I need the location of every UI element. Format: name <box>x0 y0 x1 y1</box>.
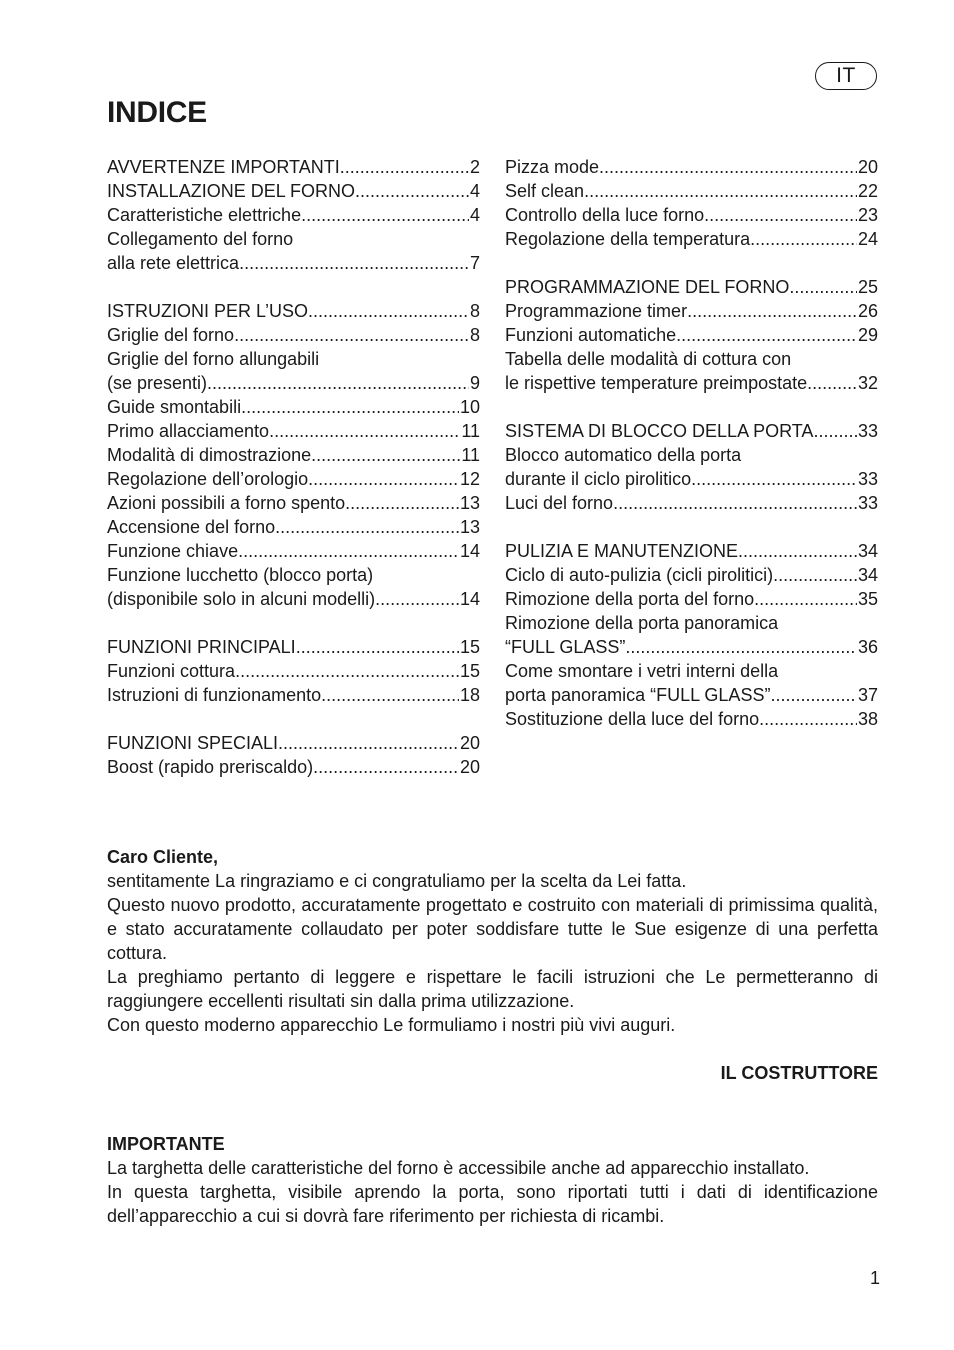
toc-entry <box>505 707 878 731</box>
toc-entry <box>505 179 878 203</box>
toc-entry <box>505 275 878 299</box>
toc-entry-title: porta panoramica “FULL GLASS” <box>505 685 771 705</box>
toc-entry-title: AVVERTENZE IMPORTANTI <box>107 157 340 177</box>
toc-entry-title: (se presenti) <box>107 373 208 393</box>
toc-entry <box>107 539 480 563</box>
toc-entry-title: Griglie del forno allungabili <box>107 349 320 369</box>
letter-paragraph: La preghiamo pertanto di leggere e rispettare le facili istruzioni che Le permetteranno di raggiungere eccellenti risultati sin dalla prima utilizzazione. <box>107 967 878 1011</box>
letter-paragraph: sentitamente La ringraziamo e ci congratuliamo per la scelta da Lei fatta. <box>107 871 687 891</box>
toc-dot-leader <box>355 179 469 203</box>
toc-entry-continued <box>505 443 878 467</box>
toc-page-number: 13 <box>459 493 480 513</box>
toc-entry-title: Funzione lucchetto (blocco porta) <box>107 565 374 585</box>
toc-page-number: 4 <box>469 181 480 201</box>
toc-page-number: 13 <box>459 517 480 537</box>
letter-paragraph: Questo nuovo prodotto, accuratamente progettato e costruito con materiali di primissima qualità, e stato accuratamente collaudato per poter soddisfare tutte le Sue esigenze di una perfetta cottura. <box>107 895 878 963</box>
toc-entry-title: ISTRUZIONI PER L’USO <box>107 301 309 321</box>
toc-page-number: 23 <box>857 205 878 225</box>
page-title: INDICE <box>107 96 207 129</box>
toc-page-number: 14 <box>459 541 480 561</box>
toc-entry <box>107 371 480 395</box>
toc-entry <box>505 587 878 611</box>
toc-entry-continued <box>505 659 878 683</box>
toc-dot-leader <box>750 227 857 251</box>
letter-signature: IL COSTRUTTORE <box>720 1063 878 1083</box>
toc-dot-leader <box>687 299 857 323</box>
toc-dot-leader <box>676 323 857 347</box>
language-badge: IT <box>815 62 877 90</box>
toc-dot-leader <box>807 371 857 395</box>
toc-dot-leader <box>308 467 459 491</box>
toc-entry <box>107 443 480 467</box>
toc-entry-title: INSTALLAZIONE DEL FORNO <box>107 181 356 201</box>
toc-entry <box>107 299 480 323</box>
toc-dot-leader <box>813 419 857 443</box>
toc-entry-title: Pizza mode <box>505 157 600 177</box>
toc-dot-leader <box>269 419 460 443</box>
toc-page-number: 20 <box>857 157 878 177</box>
toc-entry-title: le rispettive temperature preimpostate <box>505 373 808 393</box>
important-paragraph: In questa targhetta, visibile aprendo la porta, sono riportati tutti i dati di identificazione dell’apparecchio a cui si dovrà fare riferimento per richiesta di ricambi. <box>107 1182 878 1226</box>
toc-entry-title: Come smontare i vetri interni della <box>505 661 779 681</box>
toc-entry-title: Regolazione della temperatura <box>505 229 751 249</box>
toc-entry-title: Modalità di dimostrazione <box>107 445 312 465</box>
toc-page-number: 36 <box>857 637 878 657</box>
toc-entry-title: Rimozione della porta del forno <box>505 589 755 609</box>
toc-page-number: 20 <box>459 733 480 753</box>
toc-entry <box>505 419 878 443</box>
toc-entry-title: “FULL GLASS” <box>505 637 626 657</box>
toc-entry <box>505 299 878 323</box>
toc-entry-title: PROGRAMMAZIONE DEL FORNO <box>505 277 790 297</box>
toc-dot-leader <box>599 155 857 179</box>
toc-dot-leader <box>704 203 857 227</box>
toc-dot-leader <box>345 491 459 515</box>
toc-entry-title: Accensione del forno <box>107 517 276 537</box>
toc-entry <box>505 155 878 179</box>
toc-entry <box>505 371 878 395</box>
toc-dot-leader <box>613 491 857 515</box>
toc-dot-leader <box>234 323 469 347</box>
toc-dot-leader <box>770 683 857 707</box>
toc-page-number: 15 <box>459 661 480 681</box>
toc-entry-continued <box>107 563 480 587</box>
toc-entry-continued <box>107 347 480 371</box>
toc-entry-title: Funzioni cottura <box>107 661 236 681</box>
toc-entry-title: Self clean <box>505 181 585 201</box>
toc-entry <box>505 227 878 251</box>
toc-dot-leader <box>207 371 469 395</box>
toc-page-number: 11 <box>461 445 480 465</box>
toc-page-number: 4 <box>469 205 480 225</box>
letter-greeting: Caro Cliente, <box>107 847 219 867</box>
toc-entry <box>505 203 878 227</box>
toc-dot-leader <box>321 683 459 707</box>
toc-entry-title: Primo allacciamento <box>107 421 270 441</box>
toc-dot-leader <box>239 251 469 275</box>
toc-page-number: 11 <box>461 421 480 441</box>
toc-page-number: 34 <box>857 541 878 561</box>
toc-entry <box>107 395 480 419</box>
toc-entry-title: Azioni possibili a forno spento <box>107 493 346 513</box>
toc-page-number: 18 <box>459 685 480 705</box>
toc-page-number: 26 <box>857 301 878 321</box>
toc-entry-title: Funzioni automatiche <box>505 325 677 345</box>
toc-page-number: 33 <box>857 421 878 441</box>
toc-page-number: 10 <box>459 397 480 417</box>
toc-right-column <box>505 155 878 731</box>
toc-entry <box>505 563 878 587</box>
toc-entry-title: Boost (rapido preriscaldo) <box>107 757 314 777</box>
toc-dot-leader <box>241 395 459 419</box>
toc-page-number: 33 <box>857 469 878 489</box>
toc-entry-title: Rimozione della porta panoramica <box>505 613 779 633</box>
toc-entry <box>107 467 480 491</box>
toc-entry <box>107 155 480 179</box>
toc-dot-leader <box>789 275 857 299</box>
toc-entry-continued <box>107 227 480 251</box>
toc-page-number: 25 <box>857 277 878 297</box>
letter-paragraph: Con questo moderno apparecchio Le formuliamo i nostri più vivi auguri. <box>107 1015 676 1035</box>
toc-entry-title: Funzione chiave <box>107 541 239 561</box>
toc-dot-leader <box>691 467 857 491</box>
toc-entry <box>107 179 480 203</box>
toc-dot-leader <box>375 587 459 611</box>
toc-entry <box>505 635 878 659</box>
toc-entry <box>107 203 480 227</box>
toc-page-number: 9 <box>469 373 480 393</box>
toc-entry-title: Tabella delle modalità di cottura con <box>505 349 792 369</box>
toc-page-number: 15 <box>459 637 480 657</box>
toc-entry-title: Griglie del forno <box>107 325 235 345</box>
toc-entry <box>505 467 878 491</box>
toc-page-number: 12 <box>459 469 480 489</box>
toc-page-number: 22 <box>857 181 878 201</box>
toc-entry-title: Istruzioni di funzionamento <box>107 685 322 705</box>
toc-page-number: 20 <box>459 757 480 777</box>
toc-entry <box>107 683 480 707</box>
toc-entry-title: durante il ciclo pirolitico <box>505 469 692 489</box>
toc-entry <box>505 491 878 515</box>
toc-entry-continued <box>505 347 878 371</box>
toc-page-number: 8 <box>469 301 480 321</box>
toc-entry-title: FUNZIONI SPECIALI <box>107 733 279 753</box>
toc-entry-title: Programmazione timer <box>505 301 688 321</box>
toc-entry-title: Luci del forno <box>505 493 614 513</box>
toc-dot-leader <box>296 635 459 659</box>
toc-dot-leader <box>275 515 459 539</box>
toc-entry-title: Collegamento del forno <box>107 229 294 249</box>
toc-dot-leader <box>738 539 857 563</box>
toc-entry-title: FUNZIONI PRINCIPALI <box>107 637 296 657</box>
toc-entry-title: Caratteristiche elettriche <box>107 205 302 225</box>
toc-entry-title: Guide smontabili <box>107 397 242 417</box>
toc-entry-title: (disponibile solo in alcuni modelli) <box>107 589 376 609</box>
toc-page-number: 33 <box>857 493 878 513</box>
toc-entry <box>107 323 480 347</box>
toc-entry <box>505 539 878 563</box>
toc-dot-leader <box>308 299 469 323</box>
toc-entry-title: PULIZIA E MANUTENZIONE <box>505 541 739 561</box>
toc-page-number: 24 <box>857 229 878 249</box>
toc-dot-leader <box>313 755 459 779</box>
toc-dot-leader <box>584 179 857 203</box>
toc-entry <box>107 731 480 755</box>
toc-dot-leader <box>759 707 857 731</box>
toc-dot-leader <box>340 155 469 179</box>
toc-page-number: 14 <box>459 589 480 609</box>
toc-page-number: 7 <box>469 253 480 273</box>
toc-entry <box>107 755 480 779</box>
toc-entry-title: alla rete elettrica <box>107 253 240 273</box>
toc-page-number: 34 <box>857 565 878 585</box>
toc-entry <box>505 323 878 347</box>
toc-entry <box>107 251 480 275</box>
toc-page-number: 38 <box>857 709 878 729</box>
toc-entry <box>107 515 480 539</box>
toc-entry <box>107 491 480 515</box>
page-number: 1 <box>870 1268 881 1288</box>
toc-page-number: 35 <box>857 589 878 609</box>
toc-dot-leader <box>278 731 459 755</box>
toc-entry <box>107 419 480 443</box>
toc-dot-leader <box>311 443 460 467</box>
toc-entry <box>107 587 480 611</box>
toc-dot-leader <box>238 539 459 563</box>
toc-entry-title: SISTEMA DI BLOCCO DELLA PORTA <box>505 421 814 441</box>
important-notice <box>107 1132 878 1228</box>
toc-entry <box>107 659 480 683</box>
toc-left-column <box>107 155 480 779</box>
toc-dot-leader <box>625 635 857 659</box>
toc-page-number: 8 <box>469 325 480 345</box>
toc-page-number: 2 <box>469 157 480 177</box>
customer-letter <box>107 845 878 1085</box>
toc-dot-leader <box>754 587 857 611</box>
toc-page-number: 29 <box>857 325 878 345</box>
toc-dot-leader <box>773 563 857 587</box>
toc-dot-leader <box>301 203 469 227</box>
important-heading: IMPORTANTE <box>107 1134 225 1154</box>
toc-entry <box>505 683 878 707</box>
toc-entry-continued <box>505 611 878 635</box>
toc-entry-title: Blocco automatico della porta <box>505 445 742 465</box>
toc-entry <box>107 635 480 659</box>
toc-entry-title: Regolazione dell’orologio <box>107 469 309 489</box>
toc-entry-title: Ciclo di auto-pulizia (cicli pirolitici) <box>505 565 774 585</box>
toc-dot-leader <box>235 659 459 683</box>
important-paragraph: La targhetta delle caratteristiche del forno è accessibile anche ad apparecchio installato. <box>107 1158 810 1178</box>
toc-entry-title: Controllo della luce forno <box>505 205 705 225</box>
toc-page-number: 37 <box>857 685 878 705</box>
toc-page-number: 32 <box>857 373 878 393</box>
toc-entry-title: Sostituzione della luce del forno <box>505 709 760 729</box>
